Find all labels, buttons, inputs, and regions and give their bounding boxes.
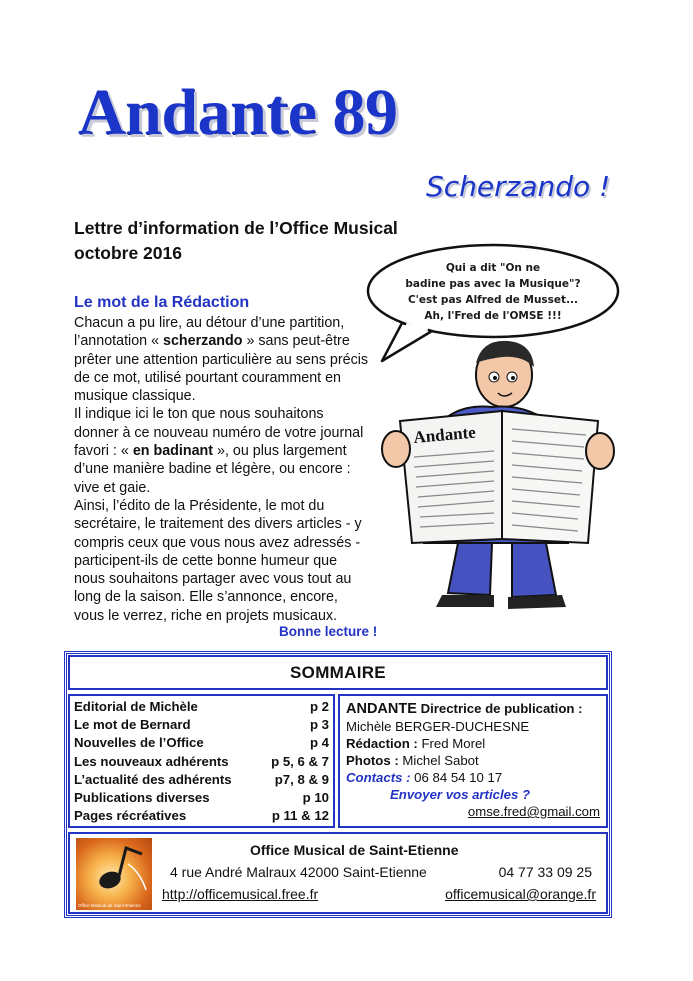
toc-item xyxy=(74,807,329,825)
redaction-heading: Le mot de la Rédaction xyxy=(74,294,250,311)
newspaper-title: Andante xyxy=(412,422,477,447)
toc-item-page: p 2 xyxy=(309,699,329,714)
logo-caption: Office Musical de Saint-Etienne xyxy=(78,903,141,908)
text-run: » sans peut-être prêter une attention particulière au sens précis de ce mot, utilisé pourtant couramment en musique classique. xyxy=(74,333,369,405)
music-note-icon xyxy=(76,838,152,910)
toc-item-label: Nouvelles de l’Office xyxy=(74,735,204,751)
toc-item-page: p 10 xyxy=(302,790,329,806)
toc-item-page: p 3 xyxy=(309,717,329,733)
office-email-link[interactable]: officemusical@orange.fr xyxy=(445,886,596,902)
toc-item-label: L’actualité des adhérents xyxy=(74,771,232,787)
bubble-line-2: badine pas avec la Musique"? xyxy=(405,278,581,290)
credits-email-link[interactable]: omse.fred@gmail.com xyxy=(467,804,600,819)
credits-redaction-line xyxy=(346,735,600,752)
sommaire-title: SOMMAIRE xyxy=(290,662,386,682)
text-run: Chacun a pu lire, au détour d’une partition, l’annotation « xyxy=(74,315,345,350)
office-logo xyxy=(76,838,152,910)
publication-credits xyxy=(338,694,608,828)
toc-item xyxy=(74,734,329,752)
toc-item-page: p 5, 6 & 7 xyxy=(271,753,329,769)
toc-item-label: Editorial de Michèle xyxy=(74,699,198,714)
toc-item-page: p7, 8 & 9 xyxy=(274,771,329,787)
credits-director-line xyxy=(346,700,600,718)
redaction-name: Fred Morel xyxy=(421,736,486,751)
toc-item xyxy=(74,771,329,789)
photos-label: Photos : xyxy=(346,753,399,768)
office-name: Office Musical de Saint-Etienne xyxy=(250,842,459,858)
redaction-body xyxy=(74,314,370,625)
toc-item-label: Les nouveaux adhérents xyxy=(74,753,229,769)
bubble-line-1: Qui a dit "On ne xyxy=(445,262,541,274)
toc-item xyxy=(74,789,329,807)
masthead-title: Andante 89 xyxy=(78,76,398,149)
masthead-tagline: Scherzando ! xyxy=(426,170,611,203)
toc-item-label: Publications diverses xyxy=(74,790,210,806)
credits-photos-line xyxy=(346,752,600,769)
toc-item-page: p 11 & 12 xyxy=(271,808,329,824)
newsletter-title xyxy=(74,216,398,266)
reader-head xyxy=(476,341,534,407)
emphasis-scherzando: scherzando xyxy=(163,333,243,350)
text-run: Il indique ici le ton que nous souhaitons donner à ce nouveau numéro de votre journal favori : « xyxy=(74,406,364,460)
table-of-contents xyxy=(68,694,335,828)
newsletter-date: octobre 2016 xyxy=(74,243,182,263)
redaction-paragraph-1 xyxy=(74,314,370,405)
office-website-link[interactable]: http://officemusical.free.fr xyxy=(162,886,319,902)
andante-label: ANDANTE xyxy=(346,701,417,717)
text-run: », ou plus largement d’une manière badine et légère, ou encore : vive et gaie. xyxy=(74,443,351,496)
toc-item-label: Le mot de Bernard xyxy=(74,717,191,733)
contacts-label: Contacts : xyxy=(346,770,411,785)
toc-item xyxy=(74,753,329,771)
office-contact-box xyxy=(68,832,608,914)
cartoon-illustration xyxy=(362,243,624,615)
newspaper xyxy=(400,411,598,543)
toc-item xyxy=(74,716,329,734)
office-phone: 04 77 33 09 25 xyxy=(498,864,592,880)
newsletter-title-line1: Lettre d’information de l’Office Musical xyxy=(74,218,398,238)
bubble-line-4: Ah, l'Fred de l'OMSE !!! xyxy=(424,310,562,322)
director-name: Michèle BERGER-DUCHESNE xyxy=(346,719,530,734)
send-articles: Envoyer vos articles ? xyxy=(390,787,531,802)
bubble-line-3: C'est pas Alfred de Musset... xyxy=(407,294,579,306)
toc-item xyxy=(74,698,329,716)
photos-name: Michel Sabot xyxy=(402,753,479,768)
redaction-label: Rédaction : xyxy=(346,736,418,751)
sommaire-title-box xyxy=(68,655,608,690)
director-label: Directrice de publication : xyxy=(420,701,583,716)
contacts-phone: 06 84 54 10 17 xyxy=(414,770,503,785)
emphasis-en-badinant: en badinant xyxy=(132,443,214,460)
redaction-paragraph-2 xyxy=(74,405,370,496)
toc-item-label: Pages récréatives xyxy=(74,808,187,824)
credits-contacts-line xyxy=(346,769,600,786)
closing-line: Bonne lecture ! xyxy=(279,624,378,639)
office-address: 4 rue André Malraux 42000 Saint-Etienne xyxy=(170,864,427,880)
redaction-paragraph-3: Ainsi, l’édito de la Présidente, le mot du secrétaire, le traitement des divers articles - y compris ceux que vous nous avez adressés - participent-ils de cette bonne humeur que nous souhaitons partager avec vous tout au long de la saison. Elle s’annonce, encore, vous le verrez, riche en projets musicaux. xyxy=(74,497,362,624)
toc-item-page: p 4 xyxy=(309,735,329,751)
